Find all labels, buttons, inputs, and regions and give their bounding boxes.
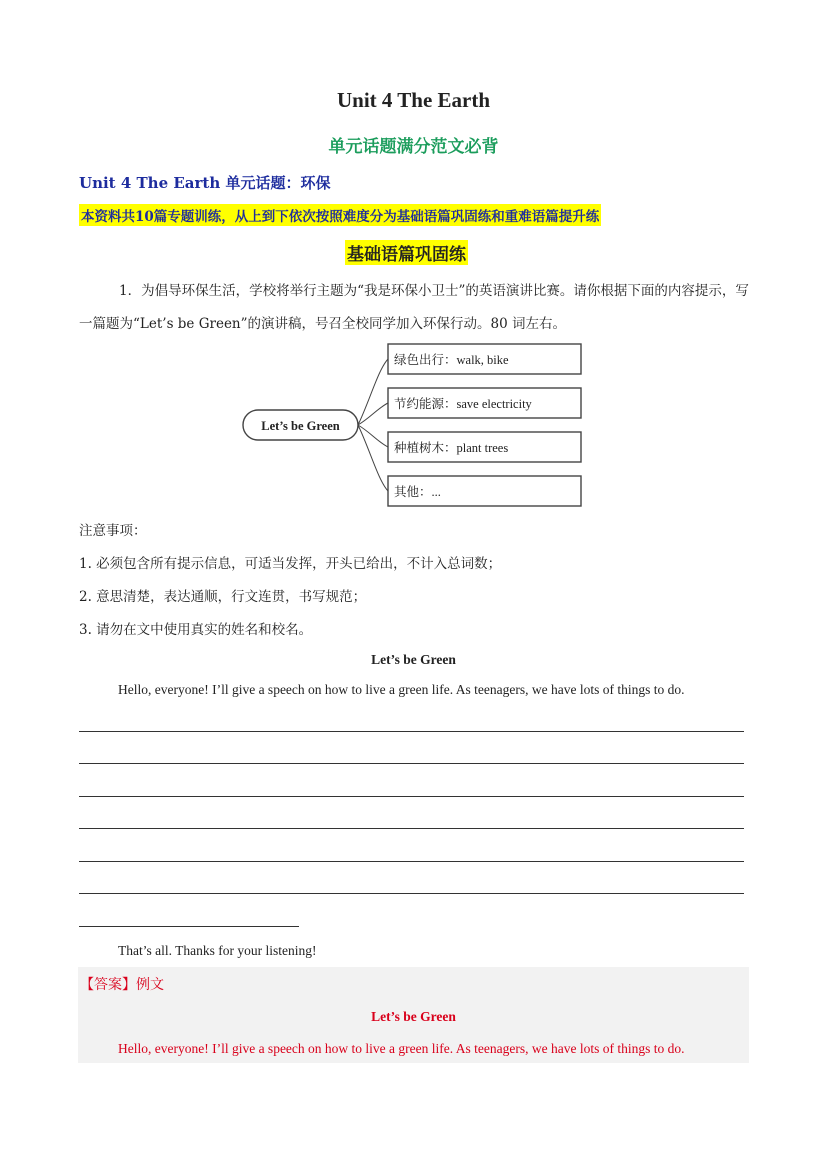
answer-label: 【答案】例文 — [80, 977, 164, 993]
mind-map-branch — [388, 388, 581, 418]
mind-map-branch — [388, 476, 581, 506]
mind-map-branch-label: 绿色出行：walk, bike — [394, 353, 509, 367]
essay-closing: That’s all. Thanks for your listening! — [118, 943, 317, 958]
mind-map-branch-label: 其他：... — [394, 485, 441, 499]
mind-map-branch-label: 节约能源：save electricity — [394, 397, 532, 411]
mind-map-center-label: Let’s be Green — [261, 419, 340, 433]
task-prompt: 1．为倡导环保生活，学校将举行主题为“我是环保小卫士”的英语演讲比赛。请你根据下面的内容提示，写一篇题为“Let’s be Green”的演讲稿，号召全校同学加入环保行动。80 词左右。 — [79, 283, 749, 332]
writing-line-short[interactable] — [79, 926, 299, 927]
page-title: Unit 4 The Earth — [336, 88, 491, 112]
section-title: 基础语篇巩固练 — [345, 240, 468, 265]
note-item: 3. 请勿在文中使用真实的姓名和校名。 — [79, 622, 313, 638]
mind-map-center — [243, 410, 358, 440]
mind-map-connector — [358, 425, 388, 491]
essay-opening: Hello, everyone! I’ll give a speech on how to live a green life. As teenagers, we have lots of things to do. — [118, 682, 685, 697]
notes-heading: 注意事项： — [79, 523, 147, 539]
note-item: 2. 意思清楚，表达通顺，行文连贯，书写规范； — [79, 589, 367, 605]
mind-map — [240, 340, 590, 512]
intro-highlight: 本资料共10篇专题训练，从上到下依次按照难度分为基础语篇巩固练和重难语篇提升练 — [79, 204, 601, 226]
answer-opening: Hello, everyone! I’ll give a speech on how to live a green life. As teenagers, we have lots of things to do. — [118, 1041, 685, 1056]
answer-title: Let’s be Green — [371, 1009, 456, 1024]
page-subtitle: 单元话题满分范文必背 — [328, 137, 499, 157]
mind-map-branch — [388, 344, 581, 374]
essay-title: Let’s be Green — [371, 652, 456, 667]
mind-map-branch-label: 种植树木：plant trees — [394, 441, 509, 455]
mind-map-connector — [358, 359, 388, 425]
writing-line[interactable] — [79, 731, 744, 732]
writing-line[interactable] — [79, 763, 744, 764]
writing-line[interactable] — [79, 861, 744, 862]
writing-line[interactable] — [79, 828, 744, 829]
writing-line[interactable] — [79, 893, 744, 894]
unit-topic: Unit 4 The Earth 单元话题：环保 — [79, 174, 331, 192]
mind-map-branch — [388, 432, 581, 462]
writing-line[interactable] — [79, 796, 744, 797]
note-item: 1. 必须包含所有提示信息，可适当发挥，开头已给出，不计入总词数； — [79, 556, 502, 572]
